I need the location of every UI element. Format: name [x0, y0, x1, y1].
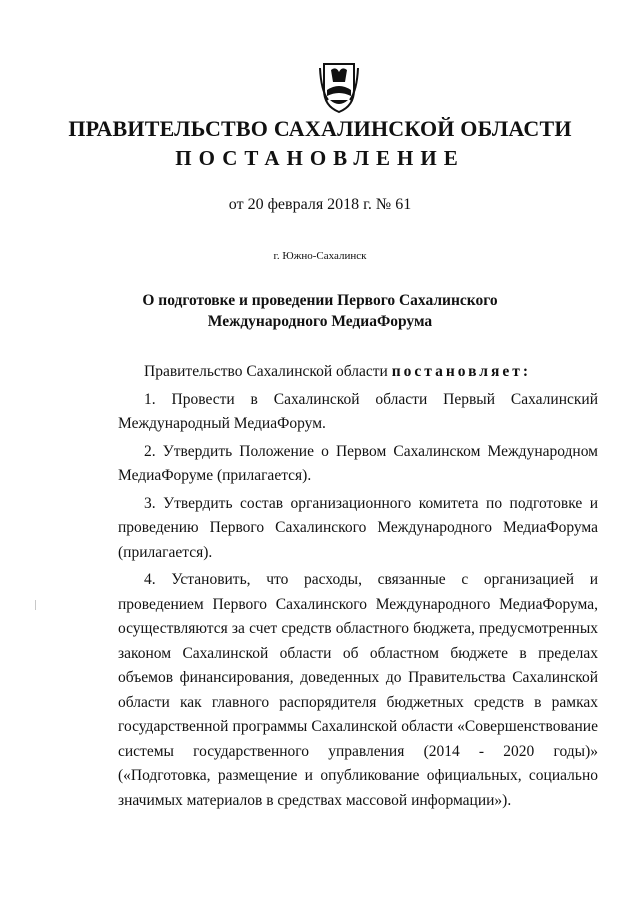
date-number: от 20 февраля 2018 г. № 61: [228, 196, 412, 213]
scan-mark: [35, 600, 36, 610]
city-name: г. Южно-Сахалинск: [273, 250, 367, 262]
coat-of-arms-icon: [318, 60, 360, 114]
document-title-line: Международного МедиаФорума: [207, 313, 433, 330]
document-title-line: О подготовке и проведении Первого Сахалинского: [142, 292, 498, 309]
organization-name: ПРАВИТЕЛЬСТВО САХАЛИНСКОЙ ОБЛАСТИ: [68, 116, 572, 141]
resolution-item: 1. Провести в Сахалинской области Первый Сахалинский Международный МедиаФорум.: [118, 390, 598, 432]
decree-word: постановляет:: [391, 363, 532, 380]
resolution-item: 3. Утвердить состав организационного комитета по подготовке и проведению Первого Сахалинского Международного МедиаФорума (прилагается).: [118, 494, 598, 561]
preamble-text: Правительство Сахалинской области: [144, 363, 392, 380]
document-body: [118, 360, 598, 816]
resolution-item: 4. Установить, что расходы, связанные с организацией и проведением Первого Сахалинского Международного МедиаФорума, осуществляются за счет средств областного бюджета, предусмотренных законом Сахалинской области об областном бюджете в пределах объемов финансирования, доведенных до Правительства Сахалинской области как главного распорядителя бюджетных средств в рамках государственной программы Сахалинской области «Совершенствование системы государственного управления (2014 - 2020 годы)» («Подготовка, размещение и опубликование официальных, социально значимых материалов в средствах массовой информации»).: [118, 571, 598, 809]
resolution-item: 2. Утвердить Положение о Первом Сахалинском Международном МедиаФоруме (прилагается).: [118, 442, 598, 484]
preamble: [118, 360, 598, 385]
document-type: ПОСТАНОВЛЕНИЕ: [175, 146, 465, 170]
document-title: [0, 290, 640, 332]
